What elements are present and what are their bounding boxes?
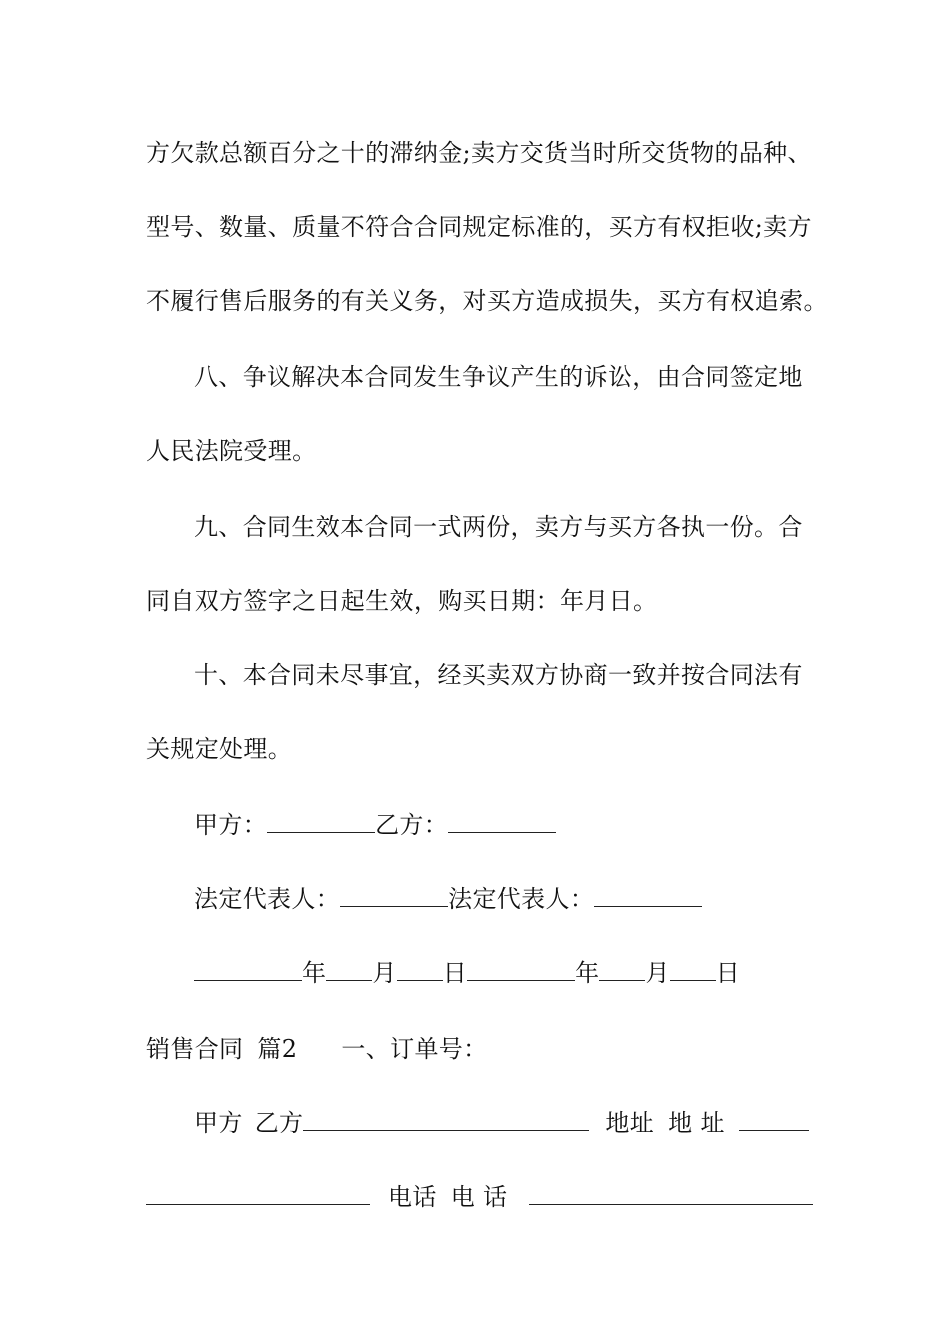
paragraph-line-1: 方欠款总额百分之十的滞纳金;卖方交货当时所交货物的品种、: [146, 139, 812, 167]
address-blank-continued: [146, 1182, 370, 1205]
party-b-name-blank: [303, 1108, 589, 1131]
section2-party-b-label: 乙方: [254, 1109, 304, 1137]
party-address-line: [194, 1108, 809, 1138]
clause-9-line-2: 同自双方签字之日起生效，购买日期：年月日。: [146, 587, 658, 615]
phone-b-label: 电 话: [450, 1183, 508, 1211]
clause-8-line-1: 八、争议解决本合同发生争议产生的诉讼，由合同签定地: [194, 363, 803, 391]
year-b-blank: [467, 958, 575, 981]
signature-date-line: [194, 958, 740, 988]
legal-rep-b-label: 法定代表人：: [448, 885, 595, 913]
address-b-label: 地 址: [668, 1109, 725, 1137]
legal-rep-a-label: 法定代表人：: [194, 885, 341, 913]
day-a-blank: [397, 958, 443, 981]
month-b-label: 月: [645, 959, 670, 987]
section2-heading-line: [146, 1034, 488, 1064]
legal-rep-a-blank: [340, 884, 448, 907]
phone-a-label: 电话: [388, 1183, 437, 1211]
signature-parties-line: [194, 810, 556, 840]
address-blank-start: [739, 1108, 809, 1131]
paragraph-line-2: 型号、数量、质量不符合合同规定标准的，买方有权拒收;卖方: [146, 213, 812, 241]
year-a-label: 年: [302, 959, 327, 987]
party-b-blank: [448, 810, 556, 833]
month-b-blank: [599, 958, 645, 981]
day-b-label: 日: [715, 959, 741, 987]
legal-rep-b-blank: [594, 884, 702, 907]
phone-blank: [529, 1182, 813, 1205]
address-a-label: 地址: [605, 1109, 655, 1137]
section2-title: 销售合同: [146, 1035, 244, 1063]
clause-9-line-1: 九、合同生效本合同一式两份，卖方与买方各执一份。合: [194, 513, 803, 541]
year-a-blank: [194, 958, 302, 981]
clause-10-line-1: 十、本合同未尽事宜，经买卖双方协商一致并按合同法有: [194, 661, 803, 689]
clause-8-line-2: 人民法院受理。: [146, 437, 317, 465]
month-a-label: 月: [372, 959, 397, 987]
party-a-blank: [267, 810, 375, 833]
section2-part: 篇2: [257, 1035, 298, 1063]
year-b-label: 年: [575, 959, 600, 987]
day-b-blank: [670, 958, 716, 981]
paragraph-line-3: 不履行售后服务的有关义务，对买方造成损失，买方有权追索。: [146, 287, 828, 315]
month-a-blank: [326, 958, 372, 981]
legal-rep-line: [194, 884, 702, 914]
phone-line: [146, 1182, 813, 1212]
clause-10-line-2: 关规定处理。: [146, 735, 293, 763]
order-number-label: 一、订单号：: [341, 1035, 488, 1063]
section2-party-a-label: 甲方: [194, 1109, 243, 1137]
day-a-label: 日: [442, 959, 468, 987]
party-a-label: 甲方：: [194, 811, 268, 839]
party-b-label: 乙方：: [375, 811, 449, 839]
